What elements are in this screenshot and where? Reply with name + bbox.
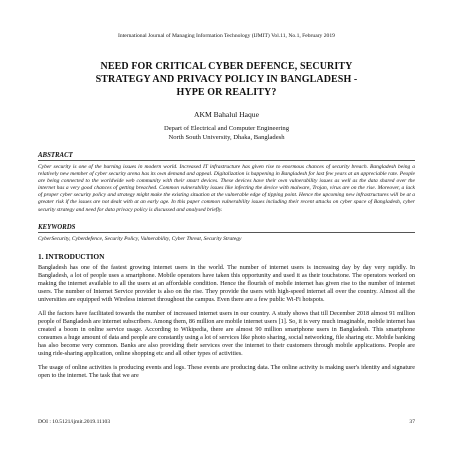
intro-paragraph-2: All the factors have facilitated towards the number of increased internet users in our country. A study shows that till December 2018 almost 91 million people of Bangladesh are internet subscribers. Among them, 86 million are mobile internet users [1]. So, it is very much imaginable, mobile internet has created a boom in online service usage. According to Wikipedia, there are almost 90 million smartphone users in Bangladesh. This smartphone consumes a huge amount of data and people are constantly using a lot of services like photo sharing, social networking, file sharing etc. Mobile banking has also become very common. Banks are also providing their services over the internet to their customers through mobile applications. People are using ride-sharing application, online shopping etc and all other types of activities.	[38, 309, 416, 357]
title-line-3: HYPE OR REALITY?	[176, 87, 277, 98]
title-line-1: NEED FOR CRITICAL CYBER DEFENCE, SECURITY	[100, 61, 353, 72]
author-name: AKM Bahalul Haque	[194, 110, 259, 119]
paper-title	[38, 60, 415, 99]
page-number: 37	[409, 419, 415, 425]
abstract-heading: ABSTRACT	[38, 152, 415, 161]
keywords-text: CyberSecurity, Cyberdefence, Security Policy, Vulnerability, Cyber Threat, Security Strategy	[38, 235, 242, 242]
abstract-text: Cyber security is one of the burning issues in modern world. Increased IT infrastructure has given rise to enormous chances of security breach. Bangladesh being a relatively new member of cyber security arena has its own demand and appeal. Digitalization is happening in Bangladesh for last few years at an appreciable rate. People are being connected to the worldwide web community with their smart devices. These devices have their own vulnerability issues as well as the data shared over the internet has a very good chances of getting breached. Common vulnerability issues like infecting the device with malware, Trojan, virus are on the rise. Moreover, a lack of proper cyber security policy and strategy might make the existing situation at the vulnerable edge of tipping point. Hence the upcoming new infrastructures will be at a greater risk if the issues are not dealt with at an early age. In this paper common vulnerability issues including their recent attacks on cyber space of Bangladesh, cyber security strategy and need for data privacy policy is discussed and analysed briefly.	[38, 164, 415, 213]
affiliation	[38, 124, 415, 142]
introduction-heading: 1. INTRODUCTION	[38, 251, 105, 261]
intro-paragraph-3: The usage of online activities is producing events and logs. These events are producing data. The online activity is making user's identity and signature open to the internet. The task that we are	[38, 363, 415, 379]
page-footer	[38, 419, 415, 425]
affiliation-line-1: Depart of Electrical and Computer Engineering	[163, 125, 290, 132]
title-line-2: STRATEGY AND PRIVACY POLICY IN BANGLADESH -	[95, 74, 358, 85]
intro-paragraph-1: Bangladesh has one of the fastest growing internet users in the world. The number of internet users is increasing day by day very rapidly. In Bangladesh, a lot of people uses a smartphone. Mobile operators have taken this opportunity and used it as their touchstone. The operators worked on making the internet available to all the users at an affordable condition. Hence the flourish of mobile internet has given rise to the number of internet users. The number of Internet Service provider is also on the rise. They provide the users with high-speed internet all over the country. Almost all the universities are equipped with Wireless internet throughout the campus. Even there are a few public Wi-Fi hotspots.	[38, 263, 415, 303]
keywords-heading: KEYWORDS	[38, 224, 415, 233]
journal-header: International Journal of Managing Information Technology (IJMIT) Vol.11, No.1, February 2019	[118, 33, 335, 39]
doi-text: DOI : 10.5121/ijmit.2019.11103	[38, 419, 111, 425]
introduction-body	[38, 264, 415, 380]
affiliation-line-2: North South University, Dhaka, Bangladesh	[168, 134, 285, 141]
